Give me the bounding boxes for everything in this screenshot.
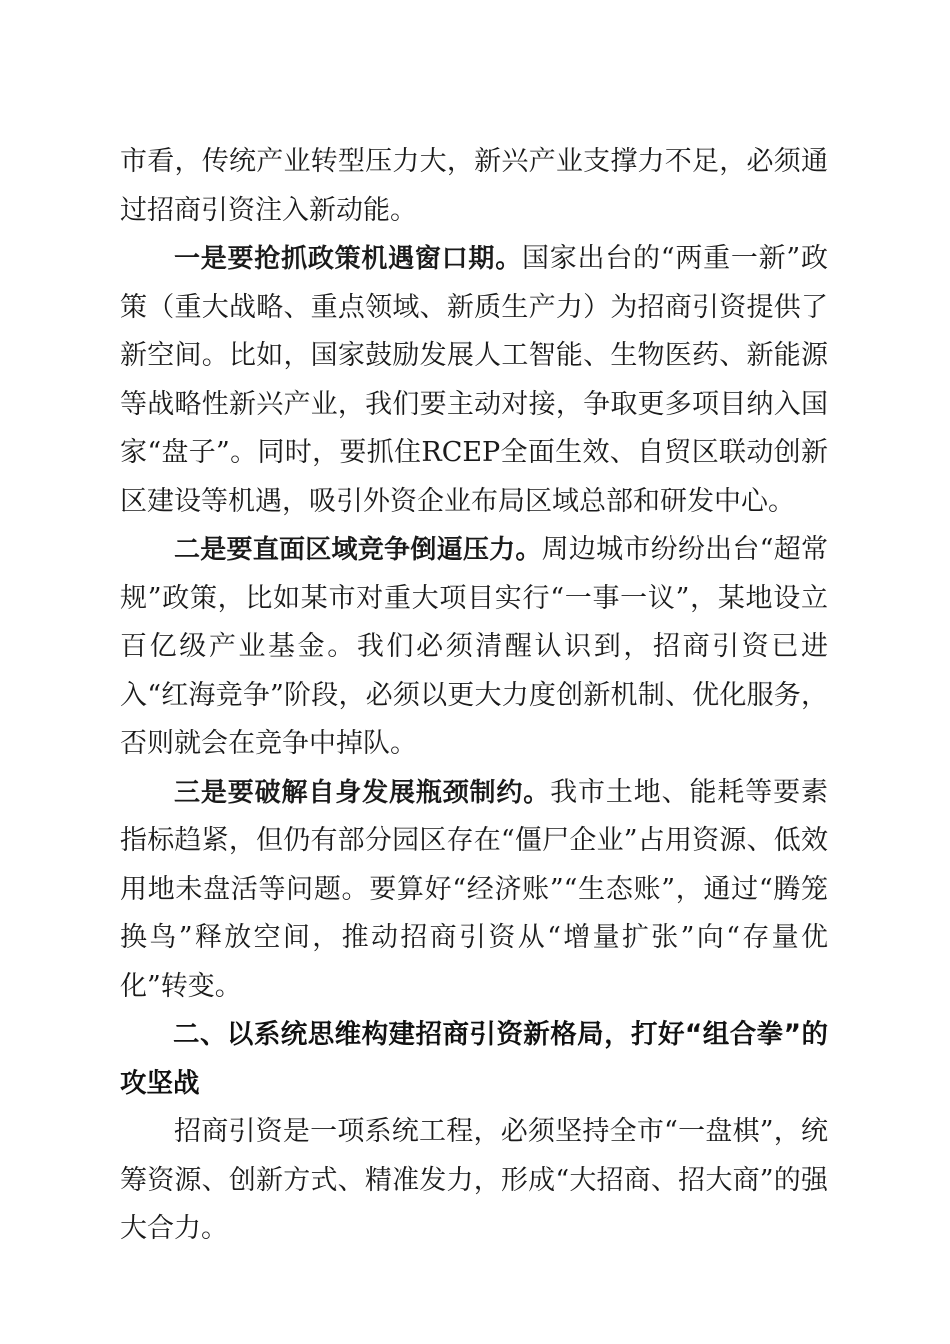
paragraph-body: 国家出台的“两重一新”政策（重大战略、重点领域、新质生产力）为招商引资提供了新空间。比如，国家鼓励发展人工智能、生物医药、新能源等战略性新兴产业，我们要主动对接，争取更多项目纳入国家“盘子”。同时，要抓住RCEP全面生效、自贸区联动创新区建设等机遇，吸引外资企业布局区域总部和研发中心。 [120, 243, 828, 517]
closing-paragraph: 招商引资是一项系统工程，必须坚持全市“一盘棋”，统筹资源、创新方式、精准发力，形成“大招商、招大商”的强大合力。 [120, 1116, 828, 1244]
continuation-paragraph: 市看，传统产业转型压力大，新兴产业支撑力不足，必须通过招商引资注入新动能。 [120, 146, 828, 226]
paragraph-body: 我市土地、能耗等要素指标趋紧，但仍有部分园区存在“僵尸企业”占用资源、低效用地未盘活等问题。要算好“经济账”“生态账”，通过“腾笼换鸟”释放空间，推动招商引资从“增量扩张”向“存量优化”转变。 [120, 776, 828, 1002]
paragraph-lead: 一是要抢抓政策机遇窗口期。 [174, 244, 522, 274]
paragraph-bottleneck [120, 769, 828, 1012]
paragraph-lead: 三是要破解自身发展瓶颈制约。 [174, 777, 551, 808]
paragraph-policy-window [120, 235, 828, 526]
paragraph-body: 周边城市纷纷出台“超常规”政策，比如某市对重大项目实行“一事一议”，某地设立百亿级产业基金。我们必须清醒认识到，招商引资已进入“红海竞争”阶段，必须以更大力度创新机制、优化服务，否则就会在竞争中掉队。 [120, 534, 828, 759]
document-body [120, 138, 828, 1254]
section-heading: 二、以系统思维构建招商引资新格局，打好“组合拳”的攻坚战 [120, 1019, 828, 1099]
paragraph-lead: 二是要直面区域竞争倒逼压力。 [174, 535, 542, 565]
paragraph-regional-competition [120, 526, 828, 769]
